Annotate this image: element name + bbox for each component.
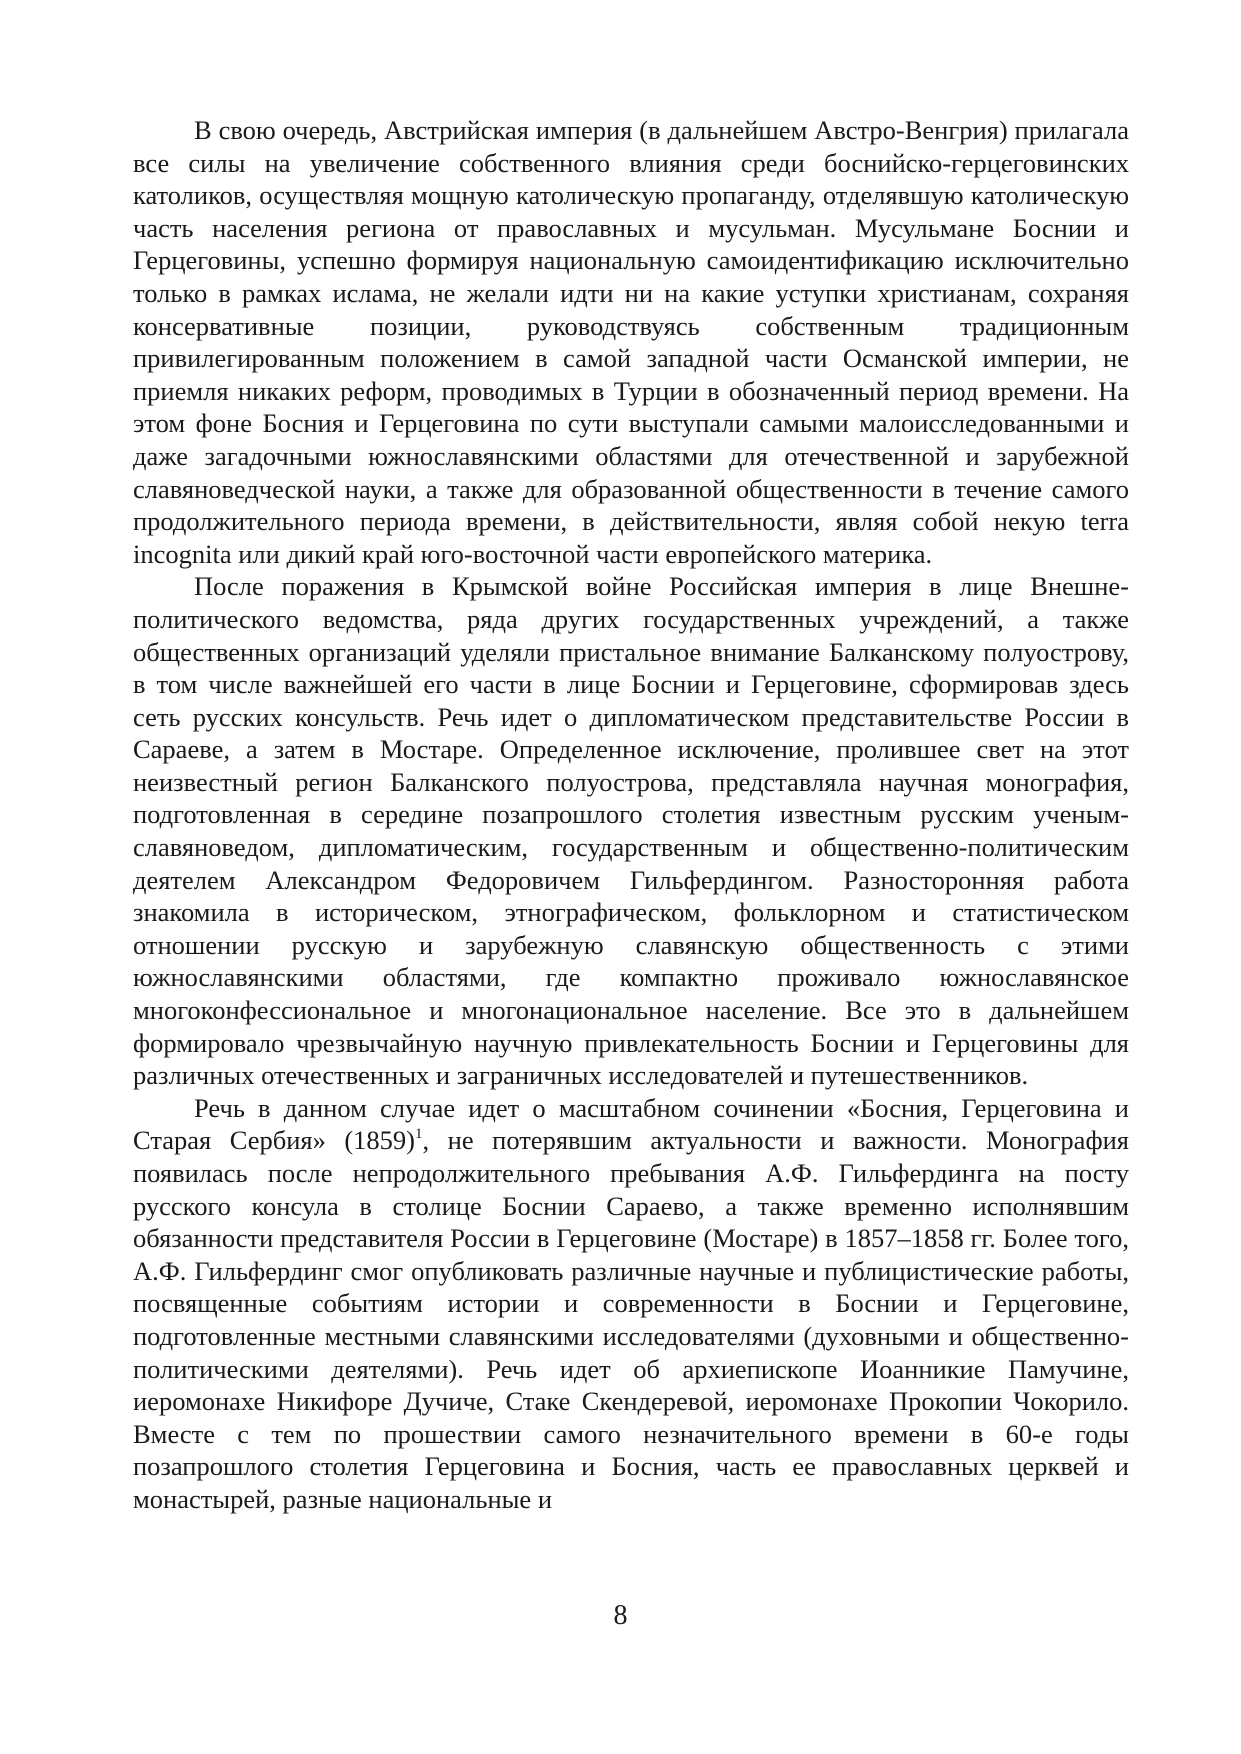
body-text: [133, 114, 1129, 1516]
paragraph-1: В свою очередь, Австрийская империя (в дальнейшем Австро-Венгрия) прилагала все силы на увеличение собственного влияния среди боснийско-герцеговинских католиков, осуществляя мощную католическую пропаганду, отделявшую католическую часть населения региона от православных и мусульман. Мусульмане Боснии и Герцеговины, успешно формируя национальную самоидентификацию исключительно только в рамках ислама, не желали идти ни на какие уступки христианам, сохраняя консервативные позиции, руководствуясь собственным традиционным привилегированным положением в самой западной части Османской империи, не приемля никаких реформ, проводимых в Турции в обозначенный период времени. На этом фоне Босния и Герцеговина по сути выступали самыми малоисследованными и даже загадочными южнославянскими областями для отечественной и зарубежной славяноведческой науки, а также для образованной общественности в течение самого продолжительного периода времени, в действительности, являя собой некую terra incognita или дикий край юго-восточной части европейского материка.: [133, 115, 1129, 569]
paragraph-3-text-rest: , не потерявшим актуальности и важности. Монография появилась после непродолжительного пребывания А.Ф. Гильфердинга на посту русского консула в столице Боснии Сараево, а также временно исполнявшим обязанности представителя России в Герцеговине (Мостаре) в 1857–1858 гг. Более того, А.Ф. Гильфердинг смог опубликовать различные научные и публицистические работы, посвященные событиям истории и современности в Боснии и Герцеговине, подготовленные местными славянскими исследователями (духовными и общественно-политическими деятелями). Речь идет об архиепископе Иоанникие Памучине, иеромонахе Никифоре Дучиче, Стаке Скендеревой, иеромонахе Прокопии Чокорило. Вместе с тем по прошествии самого незначительного времени в 60-е годы позапрошлого столетия Герцеговина и Босния, часть ее православных церквей и монастырей, разные национальные и: [133, 1125, 1129, 1514]
paragraph-2: После поражения в Крымской войне Российская империя в лице Внешнеполитического ведомства, ряда других государственных учреждений, а также общественных организаций уделяли пристальное внимание Балканскому полуострову, в том числе важнейшей его части в лице Боснии и Герцеговине, сформировав здесь сеть русских консульств. Речь идет о дипломатическом представительстве России в Сараеве, а затем в Мостаре. Определенное исключение, пролившее свет на этот неизвестный регион Балканского полуострова, представляла научная монография, подготовленная в середине позапрошлого столетия известным русским ученым-славяноведом, дипломатическим, государственным и общественно-политическим деятелем Александром Федоровичем Гильфердингом. Разносторонняя работа знакомила в историческом, этнографическом, фольклорном и статистическом отношении русскую и зарубежную славянскую общественность с этими южнославянскими областями, где компактно проживало южнославянское многоконфессиональное и многонациональное население. Все это в дальнейшем формировало чрезвычайную научную привлекательность Боснии и Герцеговины для различных отечественных и заграничных исследователей и путешественников.: [133, 571, 1129, 1091]
paragraph-3: [133, 1092, 1129, 1516]
paragraph-3-text-start: Речь в данном случае идет о масштабном сочинении «Босния, Герцеговина и Старая Сербия» (1859): [133, 1092, 1129, 1156]
page-number: 8: [613, 1600, 628, 1631]
footnote-mark[interactable]: 1: [415, 1126, 423, 1143]
